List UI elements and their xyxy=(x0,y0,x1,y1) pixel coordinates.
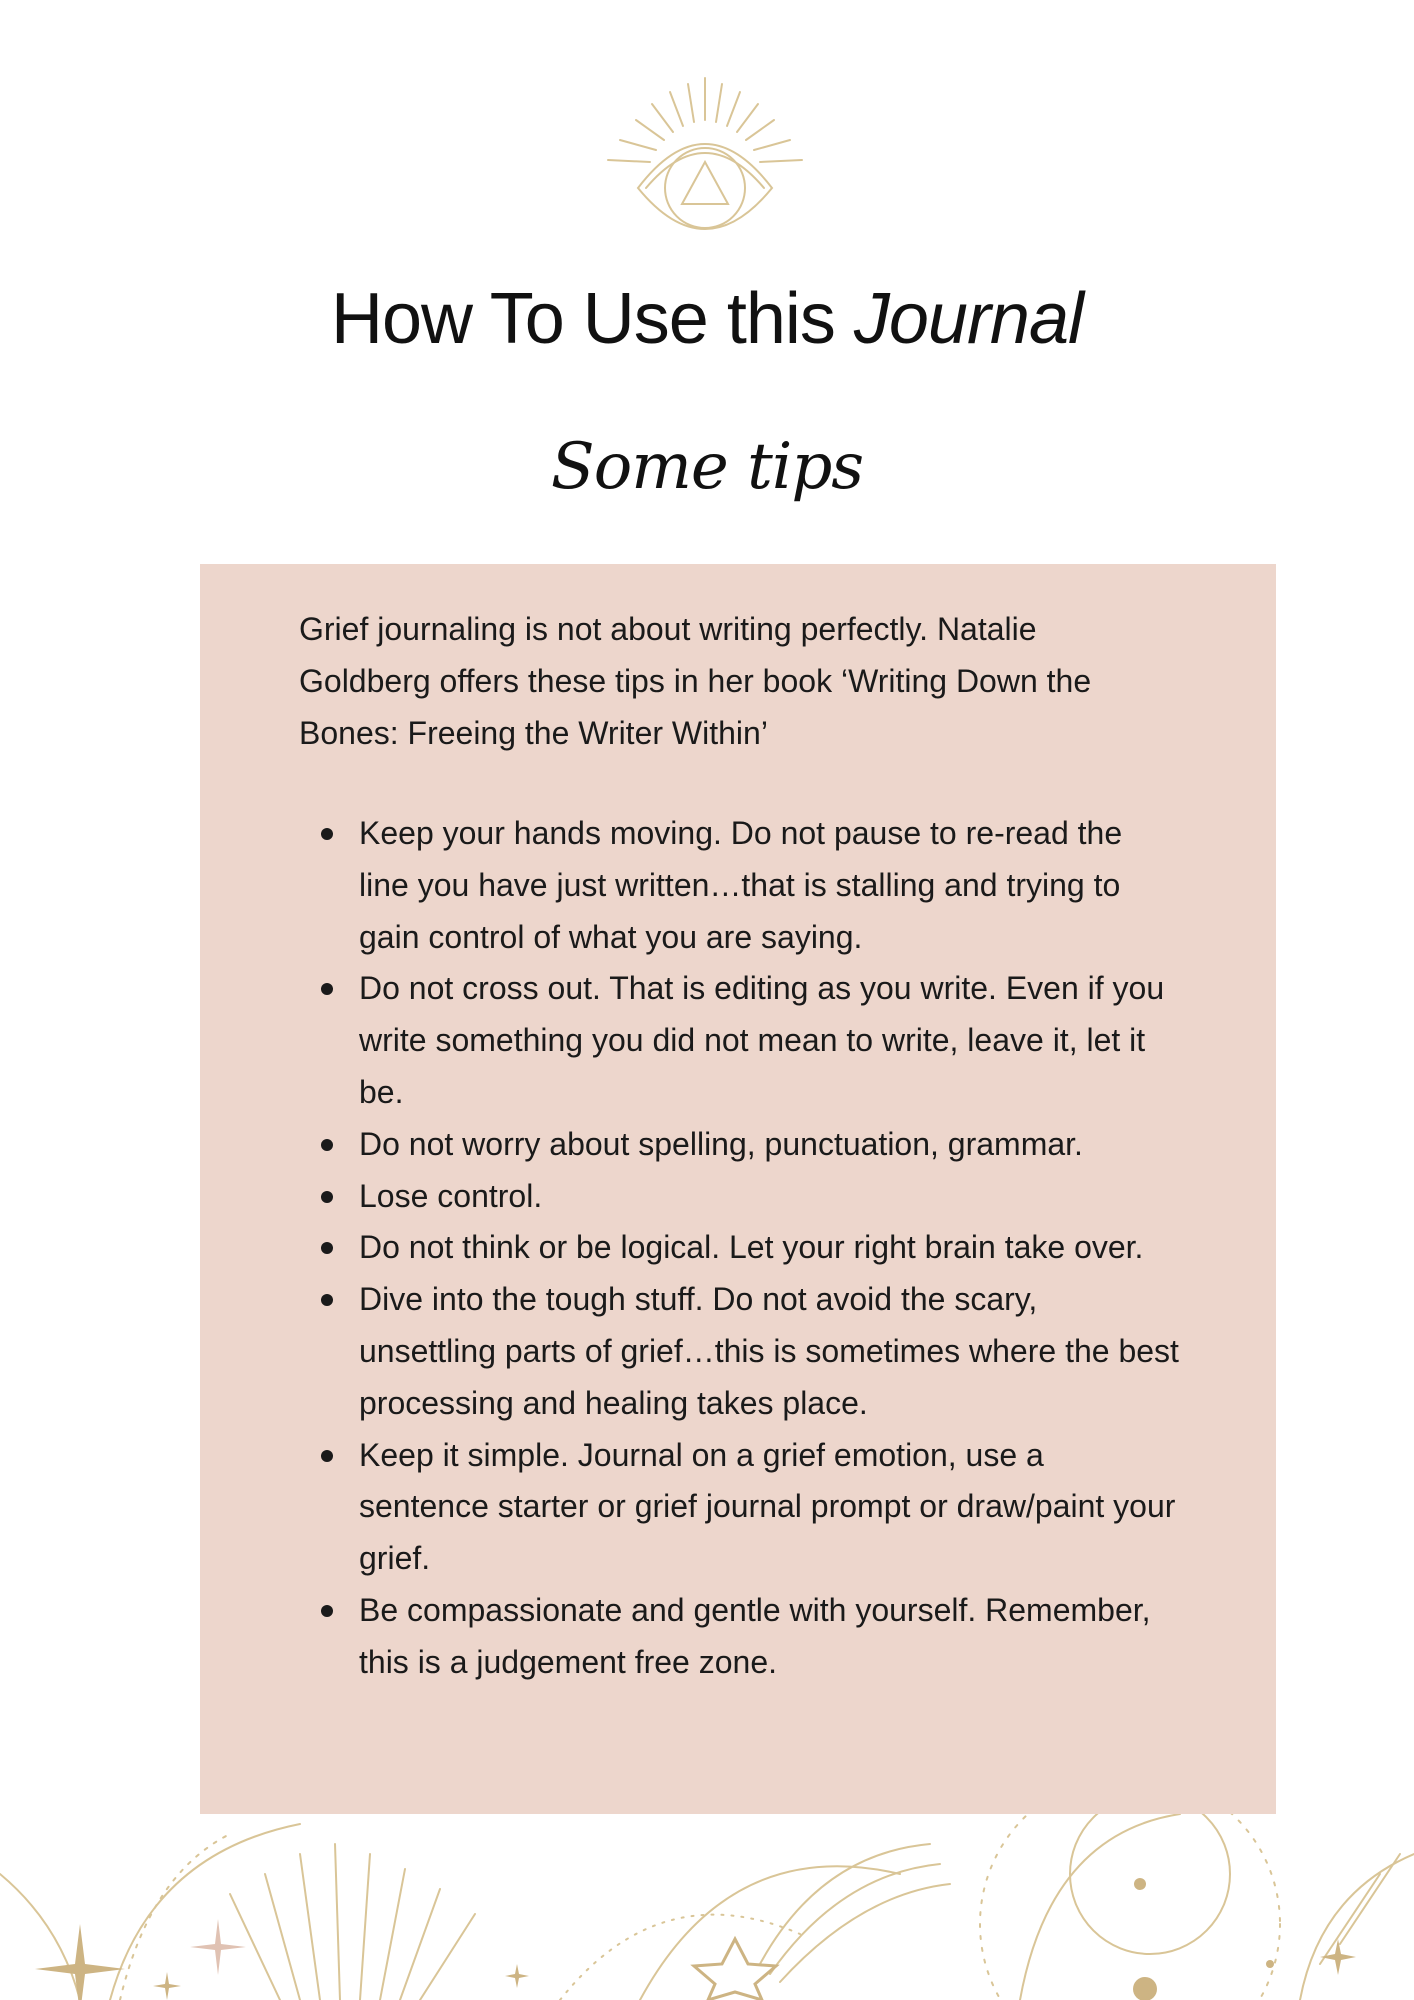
subtitle-some-tips: Some tips xyxy=(550,430,864,504)
list-item xyxy=(299,1171,1179,1223)
list-item xyxy=(299,963,1179,1118)
title-main: How To Use this xyxy=(330,279,854,359)
bullet-icon xyxy=(321,1450,333,1462)
title-italic: Journal xyxy=(853,279,1084,359)
list-item xyxy=(299,1585,1179,1689)
tip-text: Do not cross out. That is editing as you write. Even if you write something you did not mean to write, leave it, let it be. xyxy=(359,970,1165,1110)
bullet-icon xyxy=(321,1139,333,1151)
page-title xyxy=(0,278,1414,360)
intro-paragraph: Grief journaling is not about writing perfectly. Natalie Goldberg offers these tips in her book ‘Writing Down the Bones: Freeing the Writer Within’ xyxy=(299,611,1092,751)
bullet-icon xyxy=(321,1242,333,1254)
eye-emblem-icon xyxy=(600,70,810,250)
tip-text: Dive into the tough stuff. Do not avoid the scary, unsettling parts of grief…this is sometimes where the best processing and healing takes place. xyxy=(359,1281,1179,1421)
list-item xyxy=(299,1430,1179,1585)
tip-text: Do not worry about spelling, punctuation, grammar. xyxy=(359,1125,1083,1162)
list-item xyxy=(299,1119,1179,1171)
bullet-icon xyxy=(321,983,333,995)
list-item xyxy=(299,1274,1179,1429)
tip-text: Be compassionate and gentle with yourself. Remember, this is a judgement free zone. xyxy=(359,1591,1151,1680)
tips-list xyxy=(299,808,1179,1689)
celestial-footer-decoration xyxy=(0,1814,1414,2000)
tip-text: Keep it simple. Journal on a grief emotion, use a sentence starter or grief journal prompt or draw/paint your grief. xyxy=(359,1436,1176,1577)
bullet-icon xyxy=(321,1294,333,1306)
bullet-icon xyxy=(321,1605,333,1617)
list-item xyxy=(299,1222,1179,1274)
tip-text: Keep your hands moving. Do not pause to re-read the line you have just written…that is stalling and trying to gain control of what you are saying. xyxy=(359,815,1123,955)
list-item xyxy=(299,808,1179,963)
tip-text: Do not think or be logical. Let your right brain take over. xyxy=(359,1229,1144,1266)
bullet-icon xyxy=(321,828,333,840)
tip-text: Lose control. xyxy=(359,1177,543,1214)
bullet-icon xyxy=(321,1191,333,1203)
